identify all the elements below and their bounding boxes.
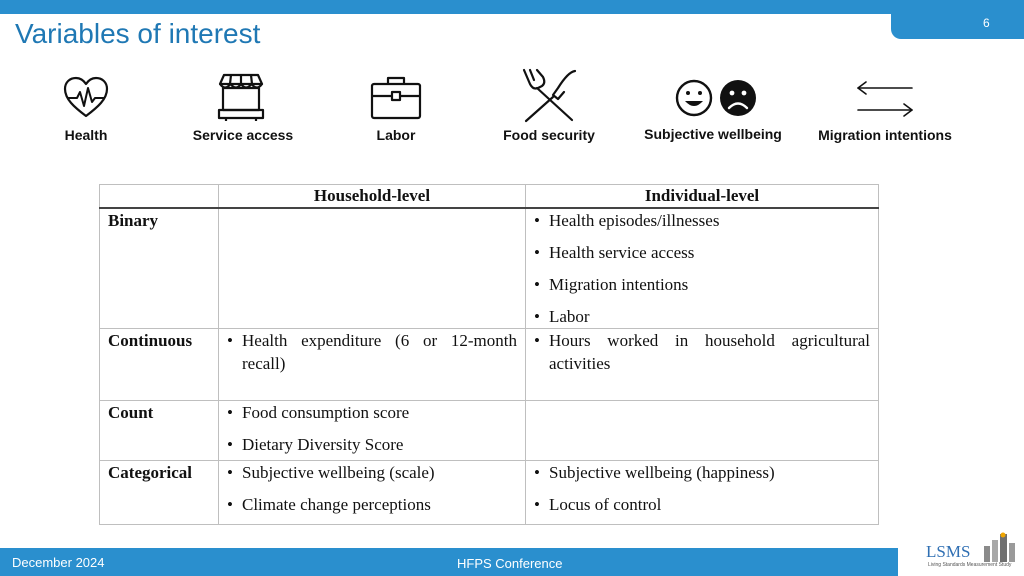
fork-knife-icon: [520, 68, 578, 124]
cell-count-household: [219, 401, 526, 461]
variables-table: [99, 184, 879, 525]
header-household-level: Household-level: [219, 185, 526, 209]
cell-categorical-individual: [526, 461, 879, 525]
cell-count-individual: [526, 401, 879, 461]
list-item: • Health episodes/illnesses: [534, 209, 870, 232]
table-row: [100, 208, 879, 329]
icon-label-food-security: Food security: [503, 127, 595, 143]
cell-continuous-individual: [526, 329, 879, 401]
row-label-binary: Binary: [100, 208, 219, 329]
cell-categorical-household: [219, 461, 526, 525]
row-label-count: Count: [100, 401, 219, 461]
list-item: • Subjective wellbeing (scale): [227, 461, 517, 484]
heart-pulse-icon: [62, 74, 110, 122]
list-item: • Locus of control: [534, 493, 870, 516]
list-item: • Hours worked in household agricultural activities: [534, 329, 870, 375]
lsms-logo-graphic-icon: [982, 532, 1020, 562]
icon-label-health: Health: [64, 127, 108, 143]
list-item: • Labor: [534, 305, 870, 328]
row-label-categorical: Categorical: [100, 461, 219, 525]
list-item: • Health expenditure (6 or 12-month recall): [227, 329, 517, 375]
list-item: • Food consumption score: [227, 401, 517, 424]
list-item: • Health service access: [534, 241, 870, 264]
row-label-continuous: Continuous: [100, 329, 219, 401]
footer-event: HFPS Conference: [457, 556, 563, 571]
list-item: • Migration intentions: [534, 273, 870, 296]
page-number: 6: [983, 16, 990, 30]
table-row: [100, 401, 879, 461]
cell-binary-household: [219, 208, 526, 329]
cell-binary-individual: [526, 208, 879, 329]
happy-sad-faces-icon: [675, 78, 759, 118]
header-individual-level: Individual-level: [526, 185, 879, 209]
list-item: • Climate change perceptions: [227, 493, 517, 516]
footer-date: December 2024: [12, 555, 105, 570]
table-row: [100, 461, 879, 525]
cell-continuous-household: [219, 329, 526, 401]
icon-label-migration-intentions: Migration intentions: [818, 127, 952, 143]
arrows-exchange-icon: [856, 80, 914, 120]
footer-bar: [0, 548, 1024, 576]
table-header-row: [100, 185, 879, 209]
table-row: [100, 329, 879, 401]
top-accent-bar: [0, 0, 1024, 14]
list-item: • Subjective wellbeing (happiness): [534, 461, 870, 484]
icon-label-service-access: Service access: [192, 127, 294, 143]
storefront-icon: [216, 72, 266, 122]
lsms-logo-subtext: Living Standards Measurement Study: [928, 562, 1012, 568]
slide-title: Variables of interest: [15, 18, 261, 49]
header-blank: [100, 185, 219, 209]
icon-label-subjective-wellbeing: Subjective wellbeing: [644, 126, 782, 142]
icon-label-labor: Labor: [376, 127, 416, 143]
briefcase-icon: [370, 74, 422, 122]
lsms-logo-text: LSMS: [926, 542, 971, 561]
lsms-logo: [898, 528, 1024, 576]
page-number-tab: [891, 0, 1024, 39]
list-item: • Dietary Diversity Score: [227, 433, 517, 456]
